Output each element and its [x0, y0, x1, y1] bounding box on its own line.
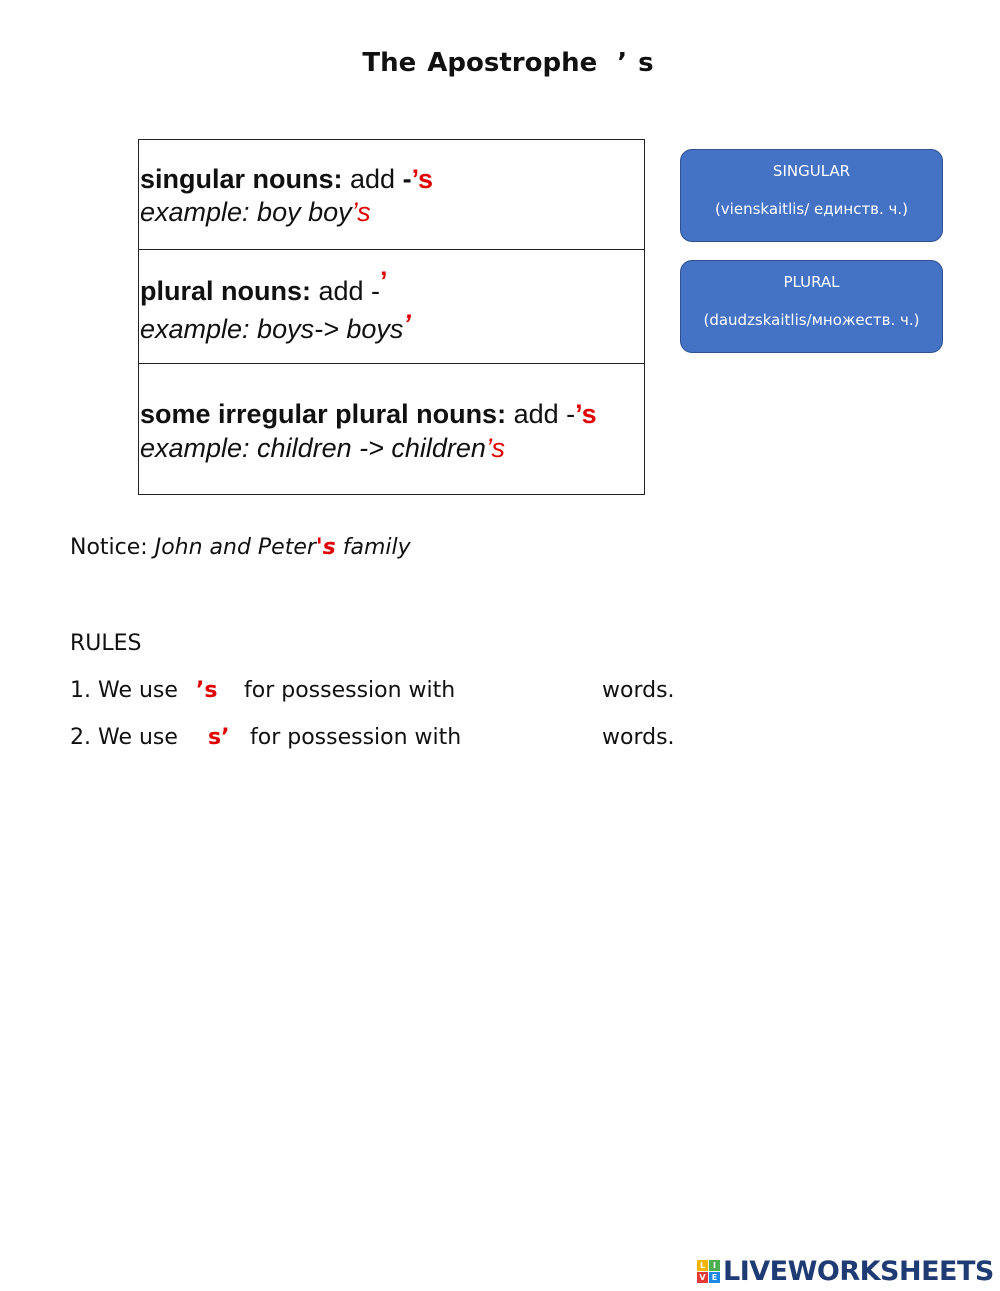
rule-irregular-suffix: ’s [575, 399, 597, 429]
rule-item-2-suffix: words. [602, 725, 675, 750]
example-irregular-suffix: ’s [485, 433, 505, 463]
logo-text: LIVEWORKSHEETS [723, 1255, 994, 1287]
rule-singular-suffix: ’s [411, 164, 434, 194]
rule-plural-text: add - [311, 276, 381, 306]
example-singular-suffix: ’s [351, 197, 371, 227]
rule-irregular-text: add - [506, 399, 576, 429]
logo-letter-l: L [697, 1260, 708, 1271]
worksheet-title [0, 48, 1000, 78]
title-apostrophe-mark: ’ s [617, 48, 654, 78]
rule-item-2-mark: s’ [208, 725, 230, 750]
rule-item-2 [70, 725, 770, 755]
example-singular-text: example: boy boy [140, 197, 352, 227]
rule-item-1-middle: for possession with [244, 678, 456, 703]
example-plural-text: example: boys-> boys [140, 314, 404, 344]
example-irregular-text: example: children -> children [140, 433, 486, 463]
logo-letter-e: E [709, 1272, 720, 1283]
example-singular [140, 197, 371, 227]
notice-line [70, 535, 411, 560]
rule-row-plural [139, 250, 644, 364]
rule-item-1-prefix: 1. We use [70, 678, 178, 703]
singular-label: SINGULAR [772, 162, 851, 180]
rule-singular-text: add [342, 164, 403, 194]
logo-grid-icon [697, 1260, 720, 1283]
rule-singular [140, 164, 433, 194]
rule-singular-label: singular nouns: [140, 164, 343, 194]
notice-label: Notice: [70, 535, 155, 560]
rule-irregular-label: some irregular plural nouns: [140, 399, 507, 429]
rule-plural-suffix: ’ [380, 266, 388, 296]
example-irregular [140, 433, 505, 463]
notice-example [155, 535, 411, 560]
rule-plural [140, 266, 388, 306]
rule-item-1-suffix: words. [602, 678, 675, 703]
plural-translation: (daudzskaitlis/множеств. ч.) [703, 311, 920, 329]
singular-drag-box[interactable] [680, 149, 943, 242]
plural-drag-box[interactable] [680, 260, 943, 353]
singular-translation: (vienskaitlis/ единств. ч.) [714, 200, 909, 218]
logo-letter-i: I [709, 1260, 720, 1271]
notice-example-end: family [335, 535, 411, 560]
plural-label: PLURAL [783, 273, 840, 291]
example-plural-suffix: ’ [403, 309, 411, 339]
rule-row-singular [139, 140, 644, 250]
rule-item-2-middle: for possession with [250, 725, 462, 750]
rule-row-irregular-plural [139, 364, 644, 494]
rule-item-1 [70, 678, 770, 708]
title-text: The Apostrophe [362, 48, 598, 78]
notice-example-suffix: 's [315, 535, 336, 560]
logo-letter-v: V [697, 1272, 708, 1283]
rule-plural-label: plural nouns: [140, 276, 311, 306]
rule-item-2-prefix: 2. We use [70, 725, 178, 750]
rule-irregular [140, 399, 597, 429]
liveworksheets-logo [697, 1253, 994, 1289]
rule-item-1-mark: ’s [196, 678, 218, 703]
apostrophe-rules-table [138, 139, 645, 495]
example-plural [140, 309, 411, 344]
notice-example-text: John and Peter [154, 535, 316, 560]
rule-singular-dash: - [402, 164, 412, 194]
rules-heading: RULES [70, 631, 142, 656]
